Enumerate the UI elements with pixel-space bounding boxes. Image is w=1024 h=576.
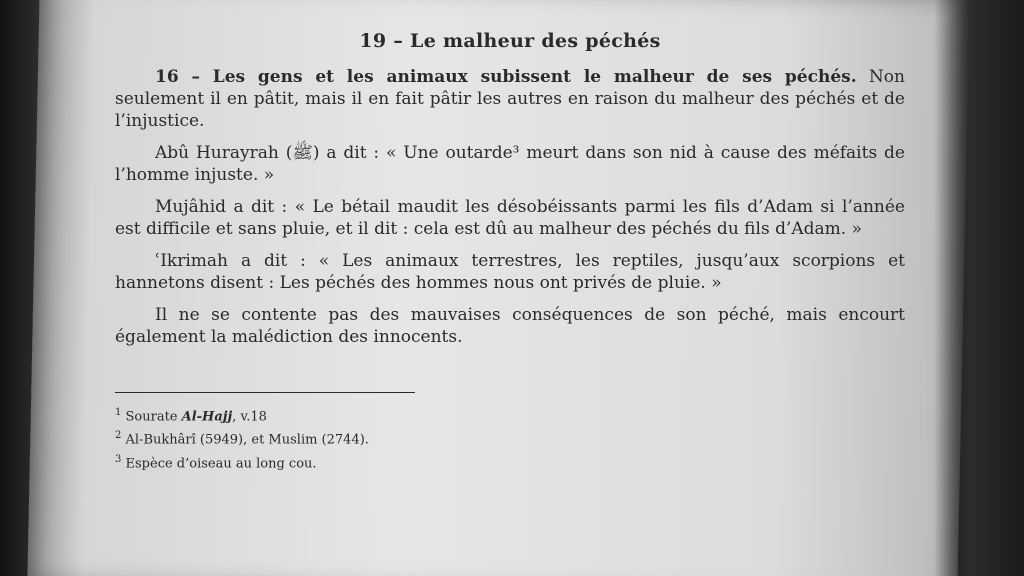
footnote-1-emphasis: Al-Hajj — [181, 409, 233, 425]
footnote-2 — [115, 426, 905, 449]
footnote-1-suffix: , v.18 — [232, 409, 267, 425]
paragraph-3 — [115, 196, 905, 240]
paragraph-1 — [115, 66, 905, 132]
book-right-shadow — [934, 0, 1024, 576]
footnote-separator — [115, 392, 415, 393]
paragraph-5 — [115, 304, 905, 348]
footnote-1-prefix: Sourate — [125, 409, 182, 425]
paragraph-5-text: Il ne se contente pas des mauvaises conséquences de son péché, mais encourt également la malédiction des innocents. — [115, 305, 905, 347]
page-content — [115, 30, 905, 473]
chapter-title: 19 – Le malheur des péchés — [359, 30, 661, 52]
paragraph-2 — [115, 142, 905, 186]
footnote-1-number: 1 — [115, 407, 122, 418]
paragraph-4 — [115, 250, 905, 294]
footnote-3-number: 3 — [115, 453, 122, 465]
footnote-2-text: Al-Bukhârî (5949), et Muslim (2744). — [125, 432, 369, 448]
paragraph-1-text: Non seulement il en pâtit, mais il en fait pâtir les autres en raison du malheur des péchés et de l’injustice. — [115, 67, 905, 131]
footnote-3-text: Espèce d’oiseau au long cou. — [125, 455, 317, 471]
footnote-1 — [115, 403, 905, 426]
footnote-3 — [115, 450, 905, 473]
paragraph-3-text: Mujâhid a dit : « Le bétail maudit les désobéissants parmi les fils d’Adam si l’année est difficile et sans pluie, et il dit : cela est dû au malheur des péchés du fils d’Adam. » — [115, 197, 905, 239]
paragraph-1-lead: 16 – Les gens et les animaux subissent le malheur de ses péchés. — [155, 67, 857, 87]
paragraph-2-text: Abû Hurayrah (ﷺ) a dit : « Une outarde³ meurt dans son nid à cause des méfaits de l’homme injuste. » — [115, 143, 905, 185]
footnote-2-number: 2 — [115, 430, 122, 442]
paragraph-4-text: ʿIkrimah a dit : « Les animaux terrestres, les reptiles, jusqu’aux scorpions et hannetons disent : Les péchés des hommes nous ont privés de pluie. » — [115, 251, 905, 293]
